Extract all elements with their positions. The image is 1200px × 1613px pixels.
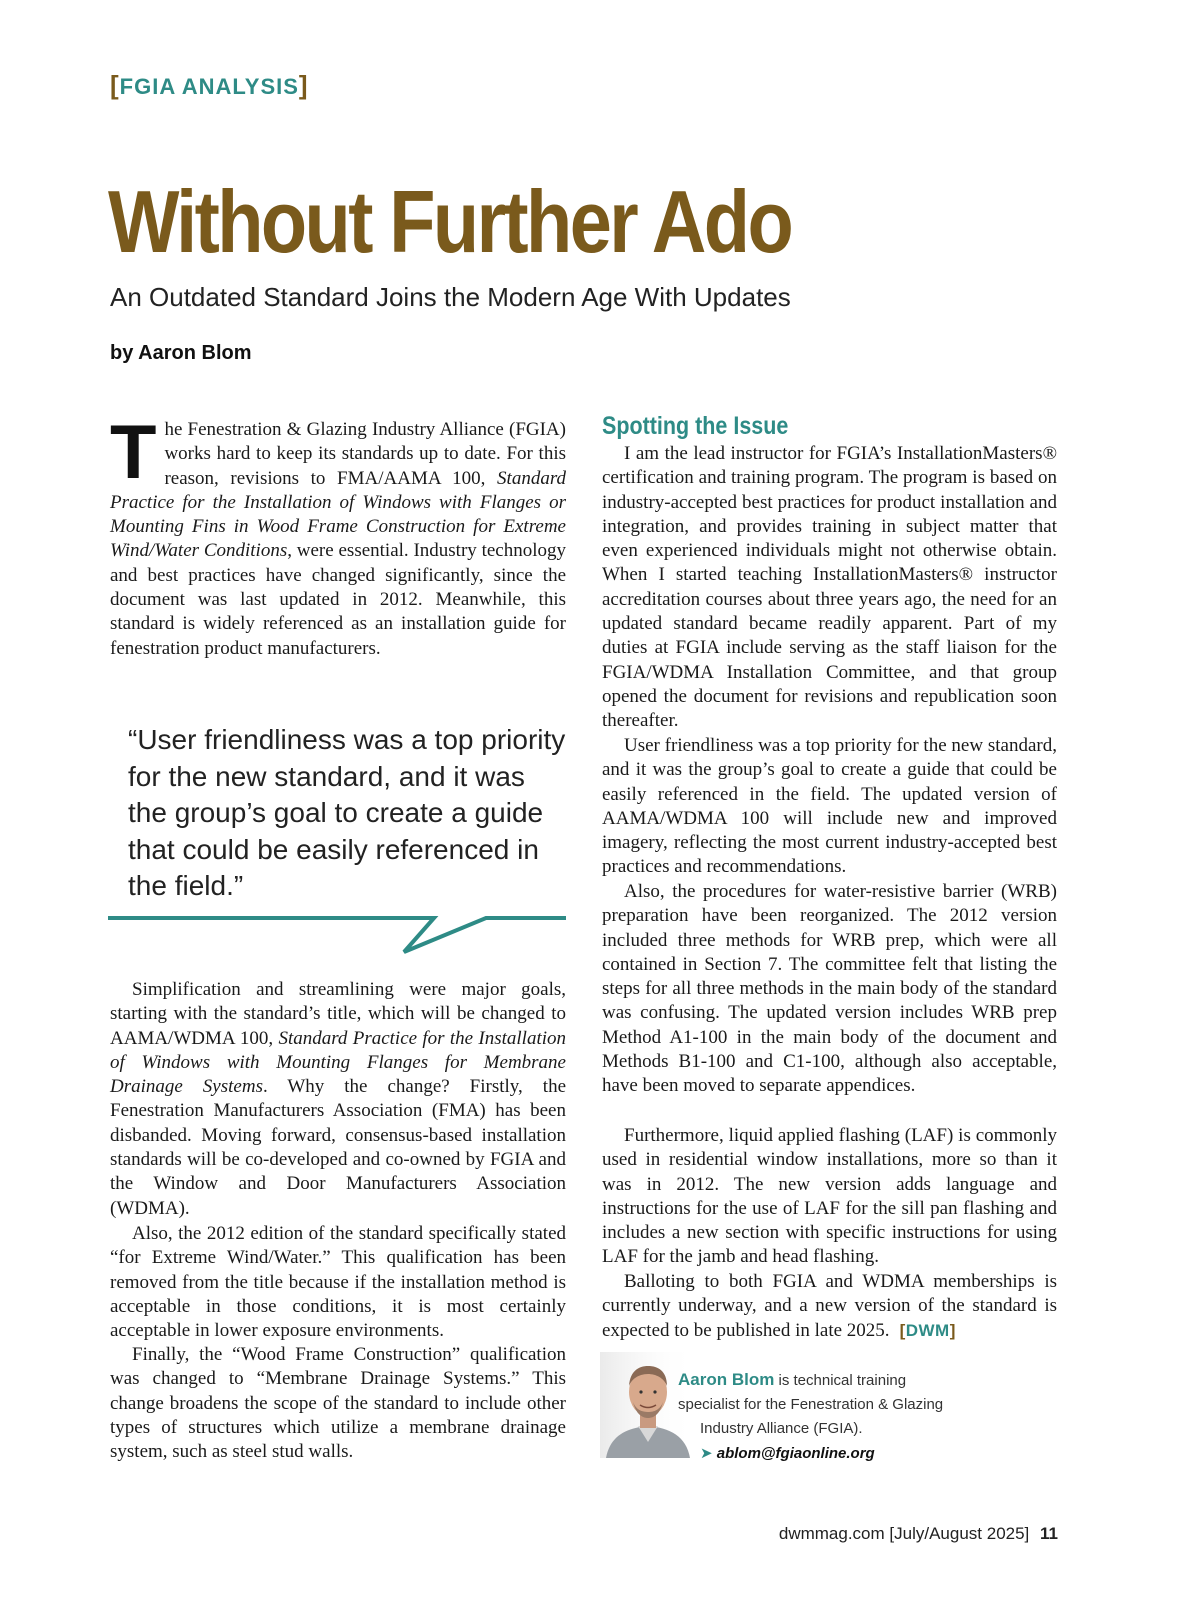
subhead: An Outdated Standard Joins the Modern Age With Updates — [110, 282, 791, 312]
arrow-icon: ➤ — [700, 1445, 713, 1462]
bio-line-2: specialist for the Fenestration & Glazing — [678, 1396, 944, 1413]
footer-site[interactable]: dwmmag.com — [778, 1524, 885, 1543]
pull-quote-callout-rule — [108, 910, 568, 956]
paragraph-extreme-wind: Also, the 2012 edition of the standard specifically stated “for Extreme Wind/Water.” This qualification has been removed from the title because if the installation method is acceptable in those conditions, it is most certainly acceptable in lower exposure environments. — [110, 1223, 566, 1342]
paragraph-installationmasters: I am the lead instructor for FGIA’s InstallationMasters® certification and training program. The program is based on industry-accepted best practices for product installation and integration, and provides training in subject matter that even experienced individuals might not otherwise obtain. When I started teaching InstallationMasters® instructor accreditation courses about three years ago, the need for an updated standard became readily apparent. Part of my duties at FGIA include serving as the staff liaison for the FGIA/WDMA Installation Committee, and that group opened the document for revisions and republication soon thereafter. — [602, 443, 1057, 732]
bio-line-3: Industry Alliance (FGIA). — [700, 1420, 863, 1437]
footer-issue: [July/August 2025] — [889, 1524, 1030, 1543]
paragraph-balloting: Balloting to both FGIA and WDMA memberships is currently underway, and a new version of the standard is expected to be published in late 2025. [DWM] — [602, 1271, 1057, 1341]
section-heading-spotting-issue: Spotting the Issue — [602, 412, 789, 440]
author-email-link[interactable]: ablom@fgiaonline.org — [716, 1445, 875, 1462]
intro-paragraph: The Fenestration & Glazing Industry Alliance (FGIA) works hard to keep its standards up to date. For this reason, revisions to FMA/AAMA 100, Standard Practice for the Installation of Windows with Flanges or Mounting Fins in Wood Frame Construction for Extreme Wind/Water Conditions, were essential. Industry technology and best practices have changed significantly, since the document was last updated in 2012. Meanwhile, this standard is widely referenced as an installation guide for fenestration product manufacturers. — [110, 410, 567, 659]
end-mark: [DWM] — [899, 1320, 956, 1340]
bio-author-name: Aaron Blom — [678, 1370, 775, 1389]
bio-email-line — [700, 1444, 875, 1462]
section-tag: [FGIA ANALYSIS] — [110, 70, 309, 100]
paragraph-wrb-preparation: Also, the procedures for water-resistive barrier (WRB) preparation have been reorganized. The 2012 version included three methods for WRB prep, which were all contained in Section 7. The committee felt that listing the steps for all three methods in the main body of the standard was confusing. The updated version includes WRB prep Method A1-100 in the main body of the document and Methods B1-100 and C1-100, although also acceptable, have been moved to separate appendices. — [602, 881, 1057, 1097]
paragraph-laf: Furthermore, liquid applied flashing (LAF) is commonly used in residential window installations, more so than it was in 2012. The new version adds language and instructions for the use of LAF for the sill pan flashing and includes a new section with specific instructions for using LAF for the jamb and head flashing. — [602, 1125, 1057, 1268]
page-footer — [779, 1524, 1058, 1544]
paragraph-title-change: Simplification and streamlining were major goals, starting with the standard’s title, which will be changed to AAMA/WDMA 100, Standard Practice for the Installation of Windows with Mounting Flanges for Membrane Drainage Systems. Why the change? Firstly, the Fenestration Manufacturers Association (FMA) has been disbanded. Moving forward, consensus-based installation standards will be co-developed and co-owned by FGIA and the Window and Door Manufacturers Association (WDMA). — [110, 979, 567, 1219]
pull-quote: “User friendliness was a top priority for the new standard, and it was the group’s goal to create a guide that could be easily referenced in the field.” — [128, 724, 566, 901]
headline: Without Further Ado — [108, 172, 792, 271]
byline: by Aaron Blom — [110, 342, 252, 364]
bio-line-1: Aaron Blom is technical training — [678, 1370, 907, 1389]
paragraph-wood-frame: Finally, the “Wood Frame Construction” qualification was changed to “Membrane Drainage Systems.” This change broadens the scope of the standard to include other types of structures which utilize a membrane drainage system, such as steel stud walls. — [110, 1344, 566, 1463]
page-number: 11 — [1040, 1524, 1058, 1543]
drop-cap: T — [110, 410, 157, 495]
paragraph-user-friendliness: User friendliness was a top priority for the new standard, and it was the group’s goal to create a guide that could be easily referenced in the field. The updated version of AAMA/WDMA 100 will include new and improved imagery, reflecting the most current industry-accepted best practices and recommendations. — [602, 735, 1057, 878]
